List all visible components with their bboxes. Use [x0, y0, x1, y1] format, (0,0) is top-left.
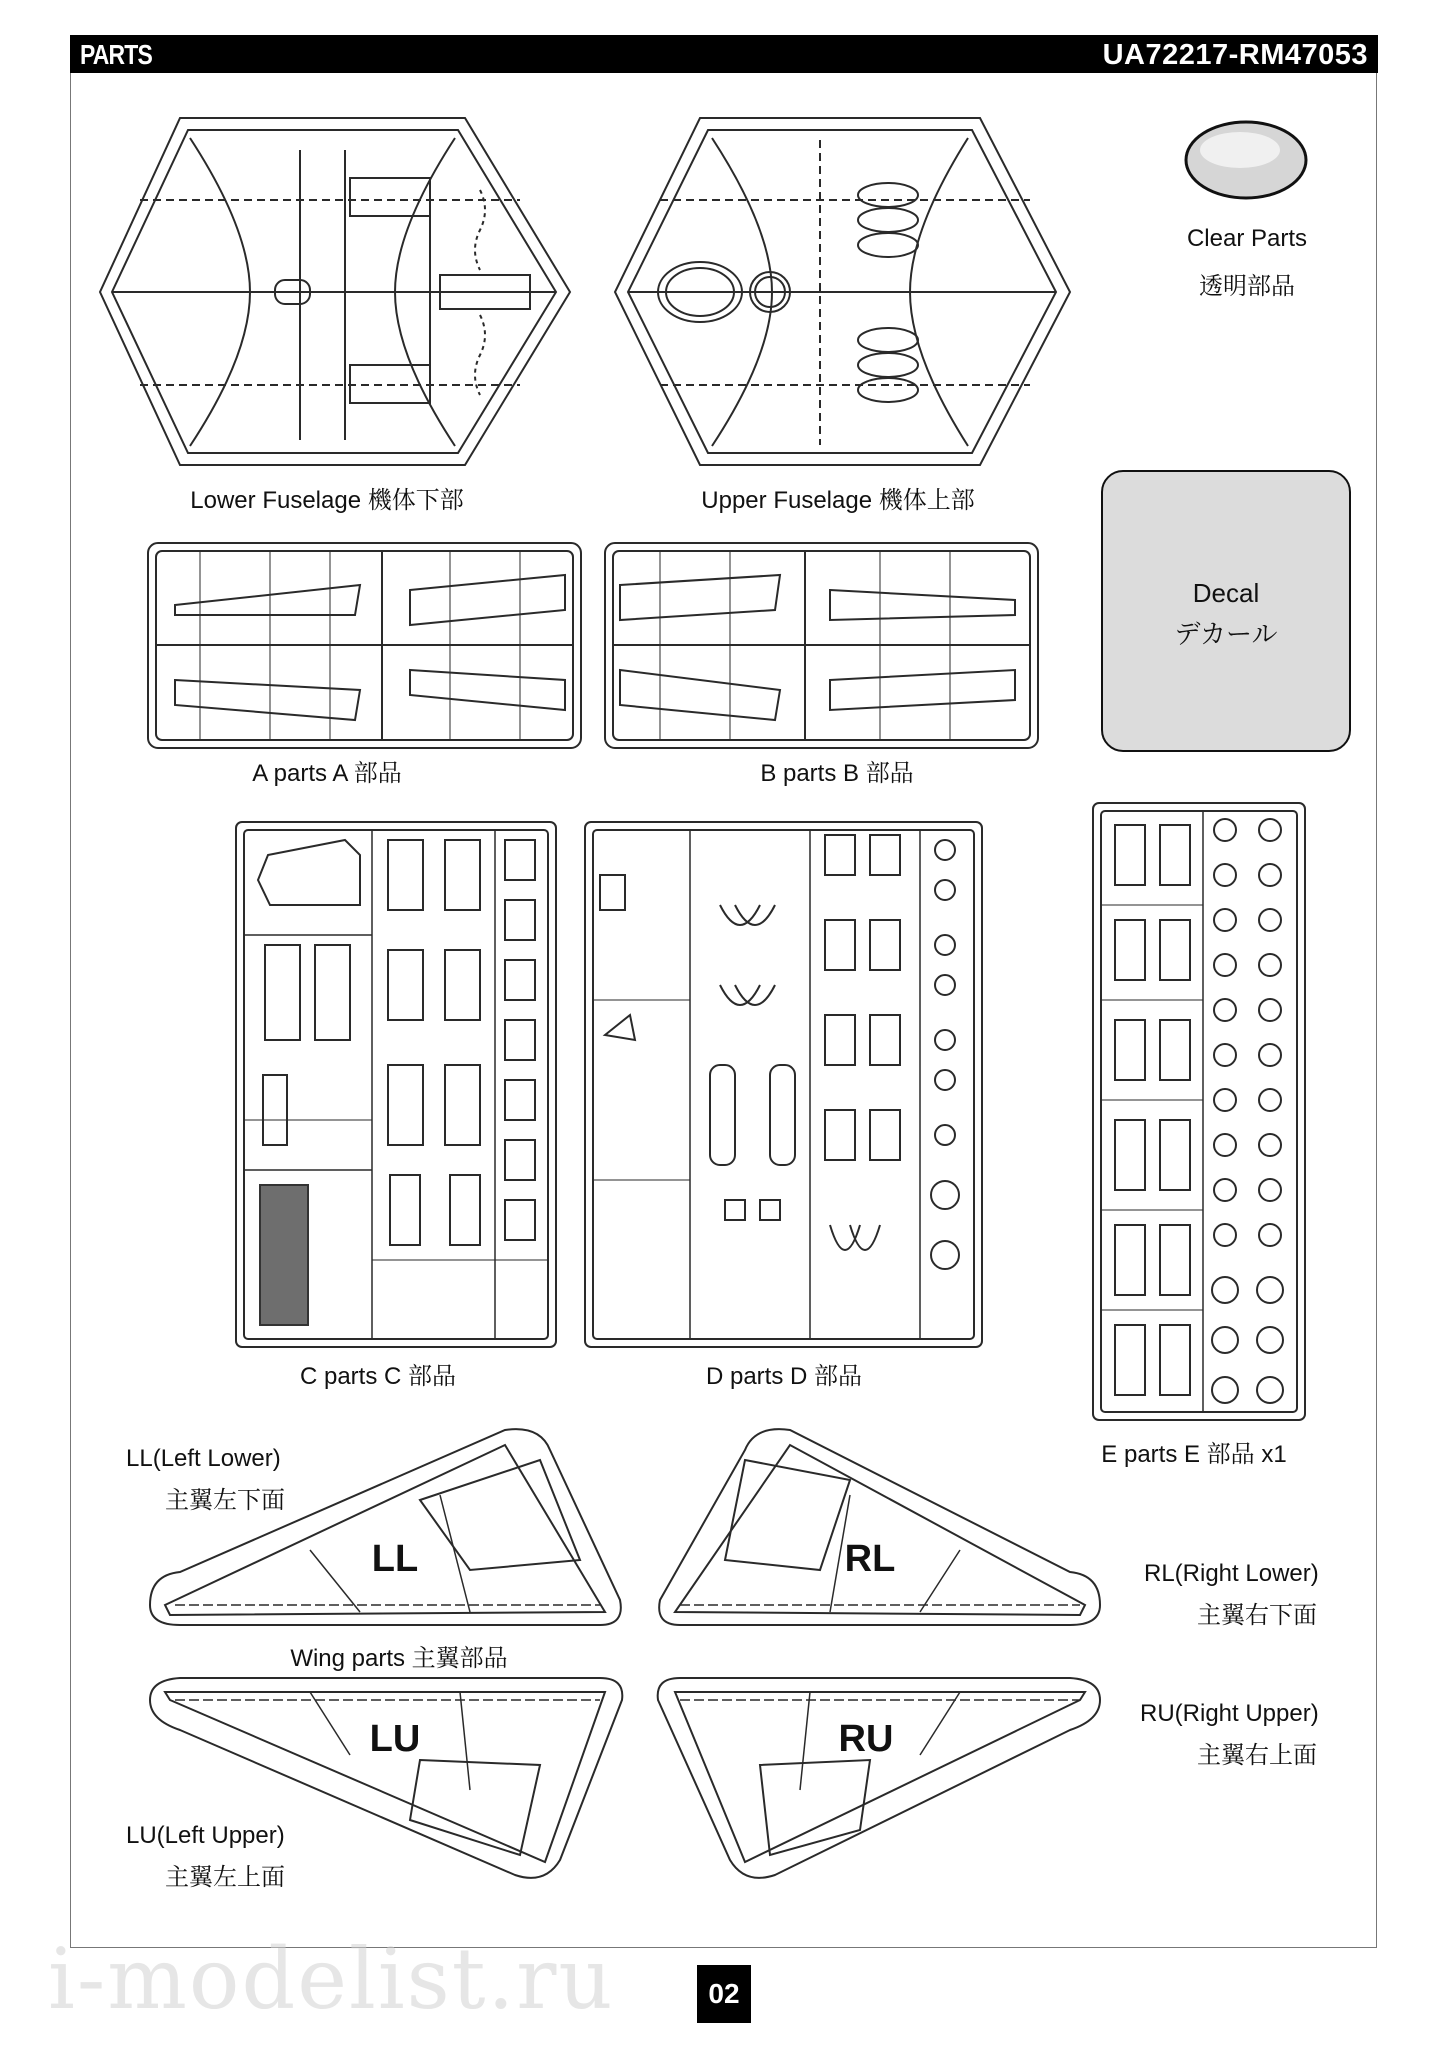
- a-parts-label: A parts A 部品: [252, 760, 402, 787]
- watermark: i-modelist.ru: [48, 1930, 615, 2028]
- decal-label: Decal: [1192, 578, 1260, 608]
- c-parts-sprue: [236, 822, 556, 1347]
- wing-ll-mark: LL: [371, 1538, 419, 1580]
- clear-parts-label-jp: 透明部品: [1199, 273, 1295, 300]
- upper-fuselage-sprue: [615, 118, 1070, 465]
- e-parts-label: E parts E 部品 x1: [1101, 1441, 1287, 1468]
- a-parts-sprue: [148, 543, 581, 748]
- ru-label-jp: 主翼右上面: [1197, 1742, 1317, 1769]
- clear-parts-label: Clear Parts: [1186, 225, 1308, 252]
- upper-fuselage-label: Upper Fuselage 機体上部: [701, 487, 975, 514]
- wing-parts-label: Wing parts 主翼部品: [290, 1645, 508, 1672]
- wing-rl-mark: RL: [844, 1538, 896, 1580]
- wing-rl-sprue: [659, 1429, 1100, 1625]
- decal-sheet: [1101, 470, 1351, 752]
- ru-label: RU(Right Upper): [1140, 1700, 1319, 1727]
- section-title: PARTS: [80, 39, 153, 70]
- d-parts-label: D parts D 部品: [705, 1363, 863, 1390]
- ll-label-jp: 主翼左下面: [165, 1487, 285, 1514]
- d-parts-sprue: [585, 822, 982, 1347]
- wing-ru-mark: RU: [838, 1718, 894, 1760]
- wing-ru-sprue: [658, 1678, 1100, 1878]
- e-parts-sprue: [1093, 803, 1305, 1420]
- b-parts-label: B parts B 部品: [760, 760, 914, 787]
- page-number: 02: [697, 1965, 751, 2023]
- wing-lu-mark: LU: [369, 1718, 421, 1760]
- lower-fuselage-sprue: [100, 118, 570, 465]
- decal-label-jp: デカール: [1174, 619, 1278, 649]
- lower-fuselage-label: Lower Fuselage 機体下部: [190, 487, 464, 514]
- b-parts-sprue: [605, 543, 1038, 748]
- rl-label-jp: 主翼右下面: [1197, 1602, 1317, 1629]
- kit-code: UA72217-RM47053: [1102, 39, 1368, 71]
- lu-label: LU(Left Upper): [126, 1822, 285, 1849]
- rl-label: RL(Right Lower): [1144, 1560, 1319, 1587]
- ll-label: LL(Left Lower): [126, 1445, 281, 1472]
- lu-label-jp: 主翼左上面: [165, 1864, 285, 1891]
- c-parts-label: C parts C 部品: [299, 1363, 457, 1390]
